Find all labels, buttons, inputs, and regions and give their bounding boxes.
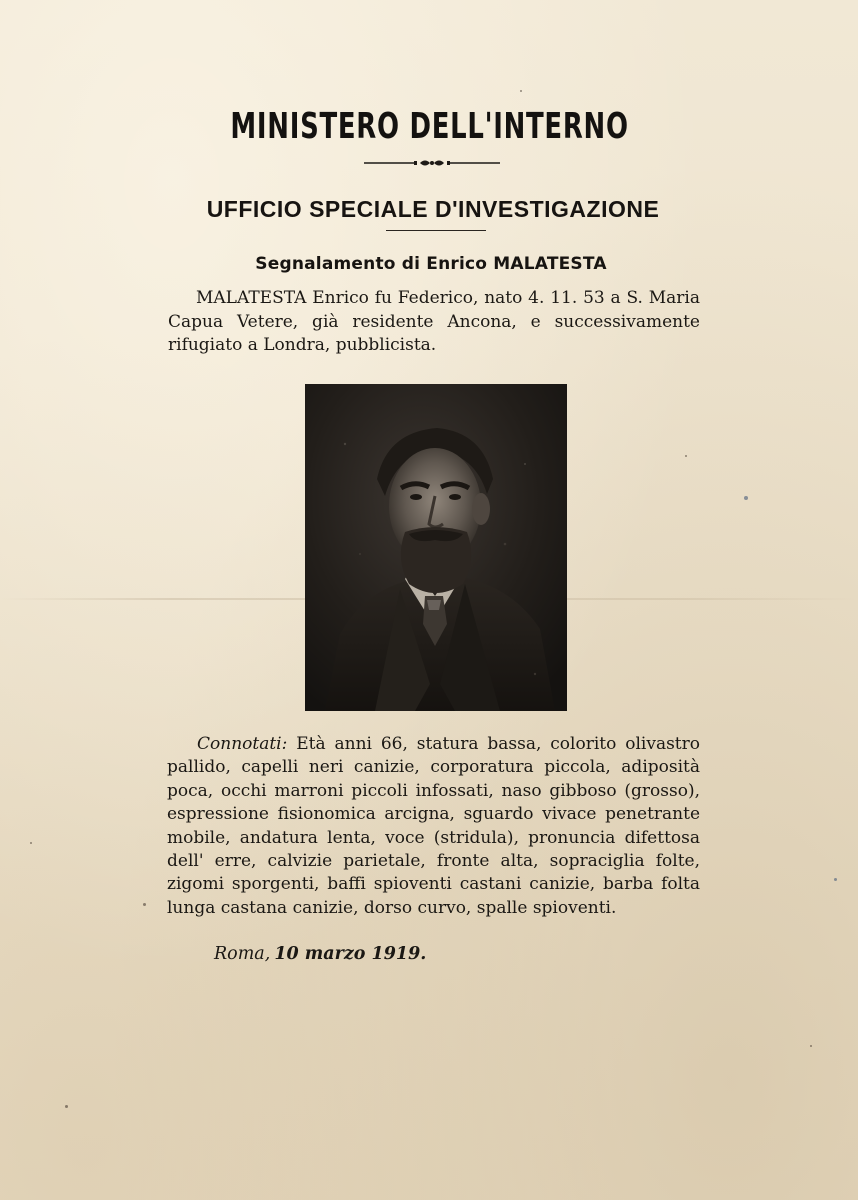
portrait-photo (305, 384, 567, 711)
paper-speck (685, 455, 687, 457)
notice-heading: Segnalamento di Enrico MALATESTA (255, 254, 607, 274)
paper-speck (143, 903, 146, 906)
description-text: Età anni 66, statura bassa, colorito olivastro pallido, capelli neri canizie, corporatura piccola, adiposità poca, occhi marroni piccoli infossati, naso gibboso (grosso), espressione fisionomica arcigna, sguardo vivace penetrante mobile, andatura lenta, voce (stridula), pronuncia difettosa dell' erre, calvizie parietale, fronte alta, sopraciglia folte, zigomi sporgenti, baffi spioventi castani canizie, barba folta lunga castana canizie, dorso curvo, spalle spioventi. (167, 734, 700, 918)
office-title: UFFICIO SPECIALE D'INVESTIGAZIONE (206, 196, 660, 222)
paper-speck (30, 842, 32, 844)
title-divider (386, 230, 486, 231)
ministry-title: MINISTERO DELL'INTERNO (230, 106, 629, 147)
dateline-place: Roma, (214, 944, 271, 964)
intro-paragraph (168, 287, 700, 358)
description-label: Connotati: (197, 734, 288, 754)
paper-speck (834, 878, 837, 881)
paper-speck (810, 1045, 812, 1047)
paper-speck (65, 1105, 68, 1108)
dateline-date: 10 marzo 1919. (274, 944, 427, 964)
title-ornament (364, 158, 500, 168)
portrait-image (305, 384, 567, 711)
dateline (214, 944, 426, 964)
intro-text: MALATESTA Enrico fu Federico, nato 4. 11. 53 a S. Maria Capua Vetere, già residente Ancona, e successivamente rifugiato a Londra, pubblicista. (168, 288, 700, 355)
paper-speck (520, 90, 522, 92)
paper-speck (744, 496, 748, 500)
description-block (167, 733, 700, 920)
